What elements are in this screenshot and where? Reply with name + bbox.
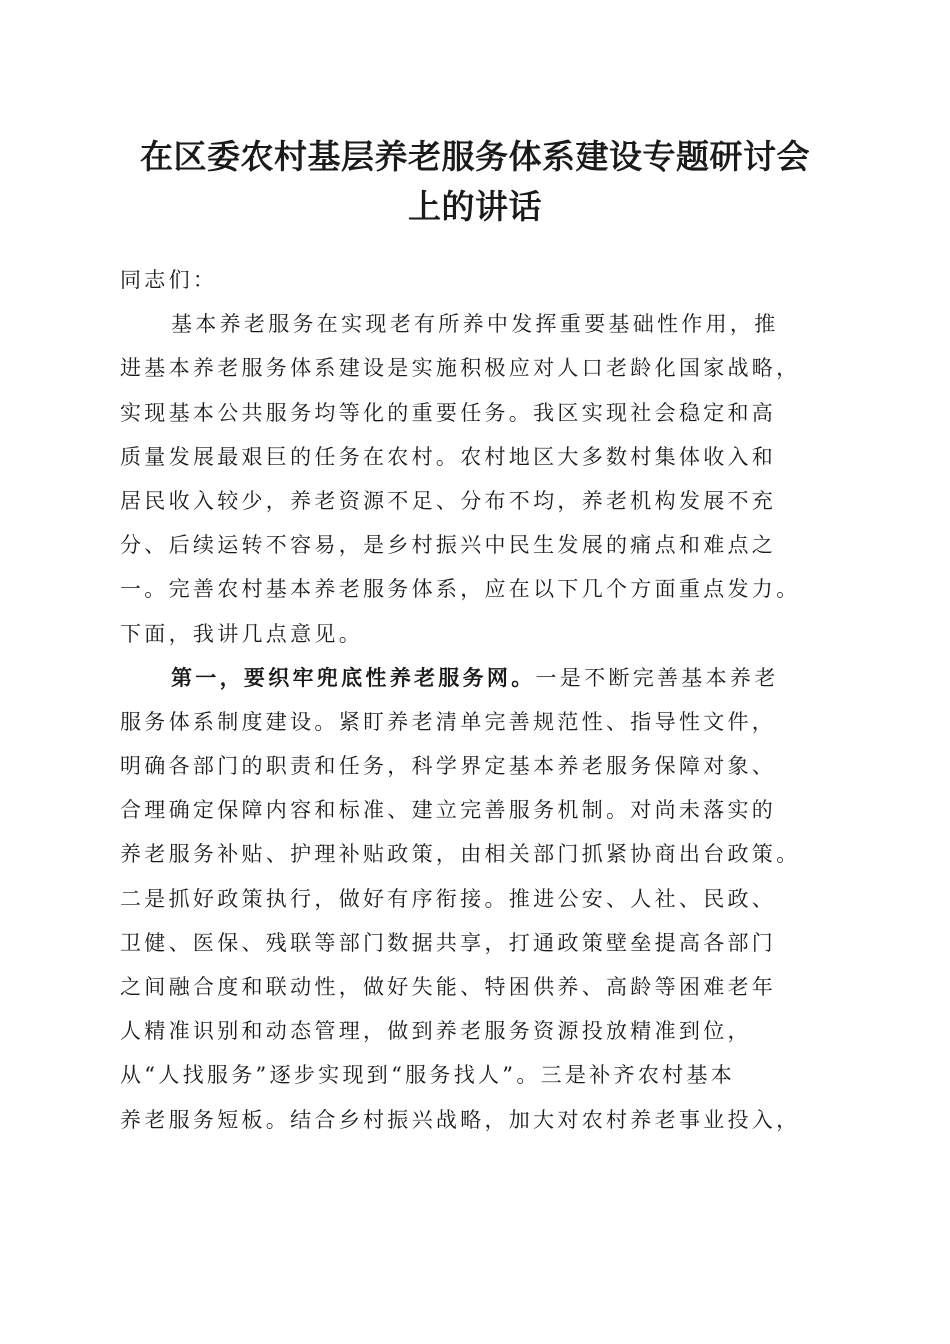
section-1-paragraph	[120, 656, 836, 1142]
paragraph-line: 明确各部门的职责和任务，科学界定基本养老服务保障对象、	[120, 754, 777, 779]
paragraph-line: 人精准识别和动态管理，做到养老服务资源投放精准到位，	[120, 1019, 752, 1044]
paragraph-line: 一。完善农村基本养老服务体系，应在以下几个方面重点发力。	[120, 577, 801, 602]
paragraph-line: 质量发展最艰巨的任务在农村。农村地区大多数村集体收入和	[120, 444, 777, 469]
paragraph-line	[120, 656, 836, 700]
paragraph-line: 二是抓好政策执行，做好有序衔接。推进公安、人社、民政、	[120, 886, 777, 911]
title-line-2: 上的讲话	[408, 187, 542, 226]
paragraph-line: 服务体系制度建设。紧盯养老清单完善规范性、指导性文件，	[120, 709, 777, 734]
paragraph-line: 之间融合度和联动性，做好失能、特困供养、高龄等困难老年	[120, 975, 777, 999]
paragraph-line: 居民收入较少，养老资源不足、分布不均，养老机构发展不充	[120, 488, 777, 513]
paragraph-line: 合理确定保障内容和标准、建立完善服务机制。对尚未落实的	[120, 798, 777, 823]
paragraph-line: 养老服务补贴、护理补贴政策，由相关部门抓紧协商出台政策。	[120, 842, 801, 867]
section-1-heading: 第一，要织牢兜底性养老服务网。	[171, 664, 536, 690]
paragraph-line: 基本养老服务在实现老有所养中发挥重要基础性作用，推	[171, 312, 779, 337]
paragraph-line: 进基本养老服务体系建设是实施积极应对人口老龄化国家战略，	[120, 356, 801, 381]
title-line-1: 在区委农村基层养老服务体系建设专题研讨会	[140, 137, 810, 176]
section-1-first-line-text: 一是不断完善基本养老	[535, 665, 779, 690]
paragraph-line: 卫健、医保、残联等部门数据共享，打通政策壁垒提高各部门	[120, 930, 777, 955]
salutation: 同志们：	[120, 268, 218, 292]
paragraph-line: 下面，我讲几点意见。	[120, 621, 363, 646]
paragraph-line: 实现基本公共服务均等化的重要任务。我区实现社会稳定和高	[120, 400, 777, 425]
document-title	[100, 132, 850, 232]
paragraph-line: 养老服务短板。结合乡村振兴战略，加大对农村养老事业投入，	[120, 1107, 801, 1132]
paragraph-line: 分、后续运转不容易，是乡村振兴中民生发展的痛点和难点之	[120, 533, 777, 558]
document-body	[120, 258, 836, 1142]
intro-paragraph	[120, 302, 836, 656]
paragraph-line: 从“人找服务”逐步实现到“服务找人”。三是补齐农村基本	[120, 1063, 736, 1088]
